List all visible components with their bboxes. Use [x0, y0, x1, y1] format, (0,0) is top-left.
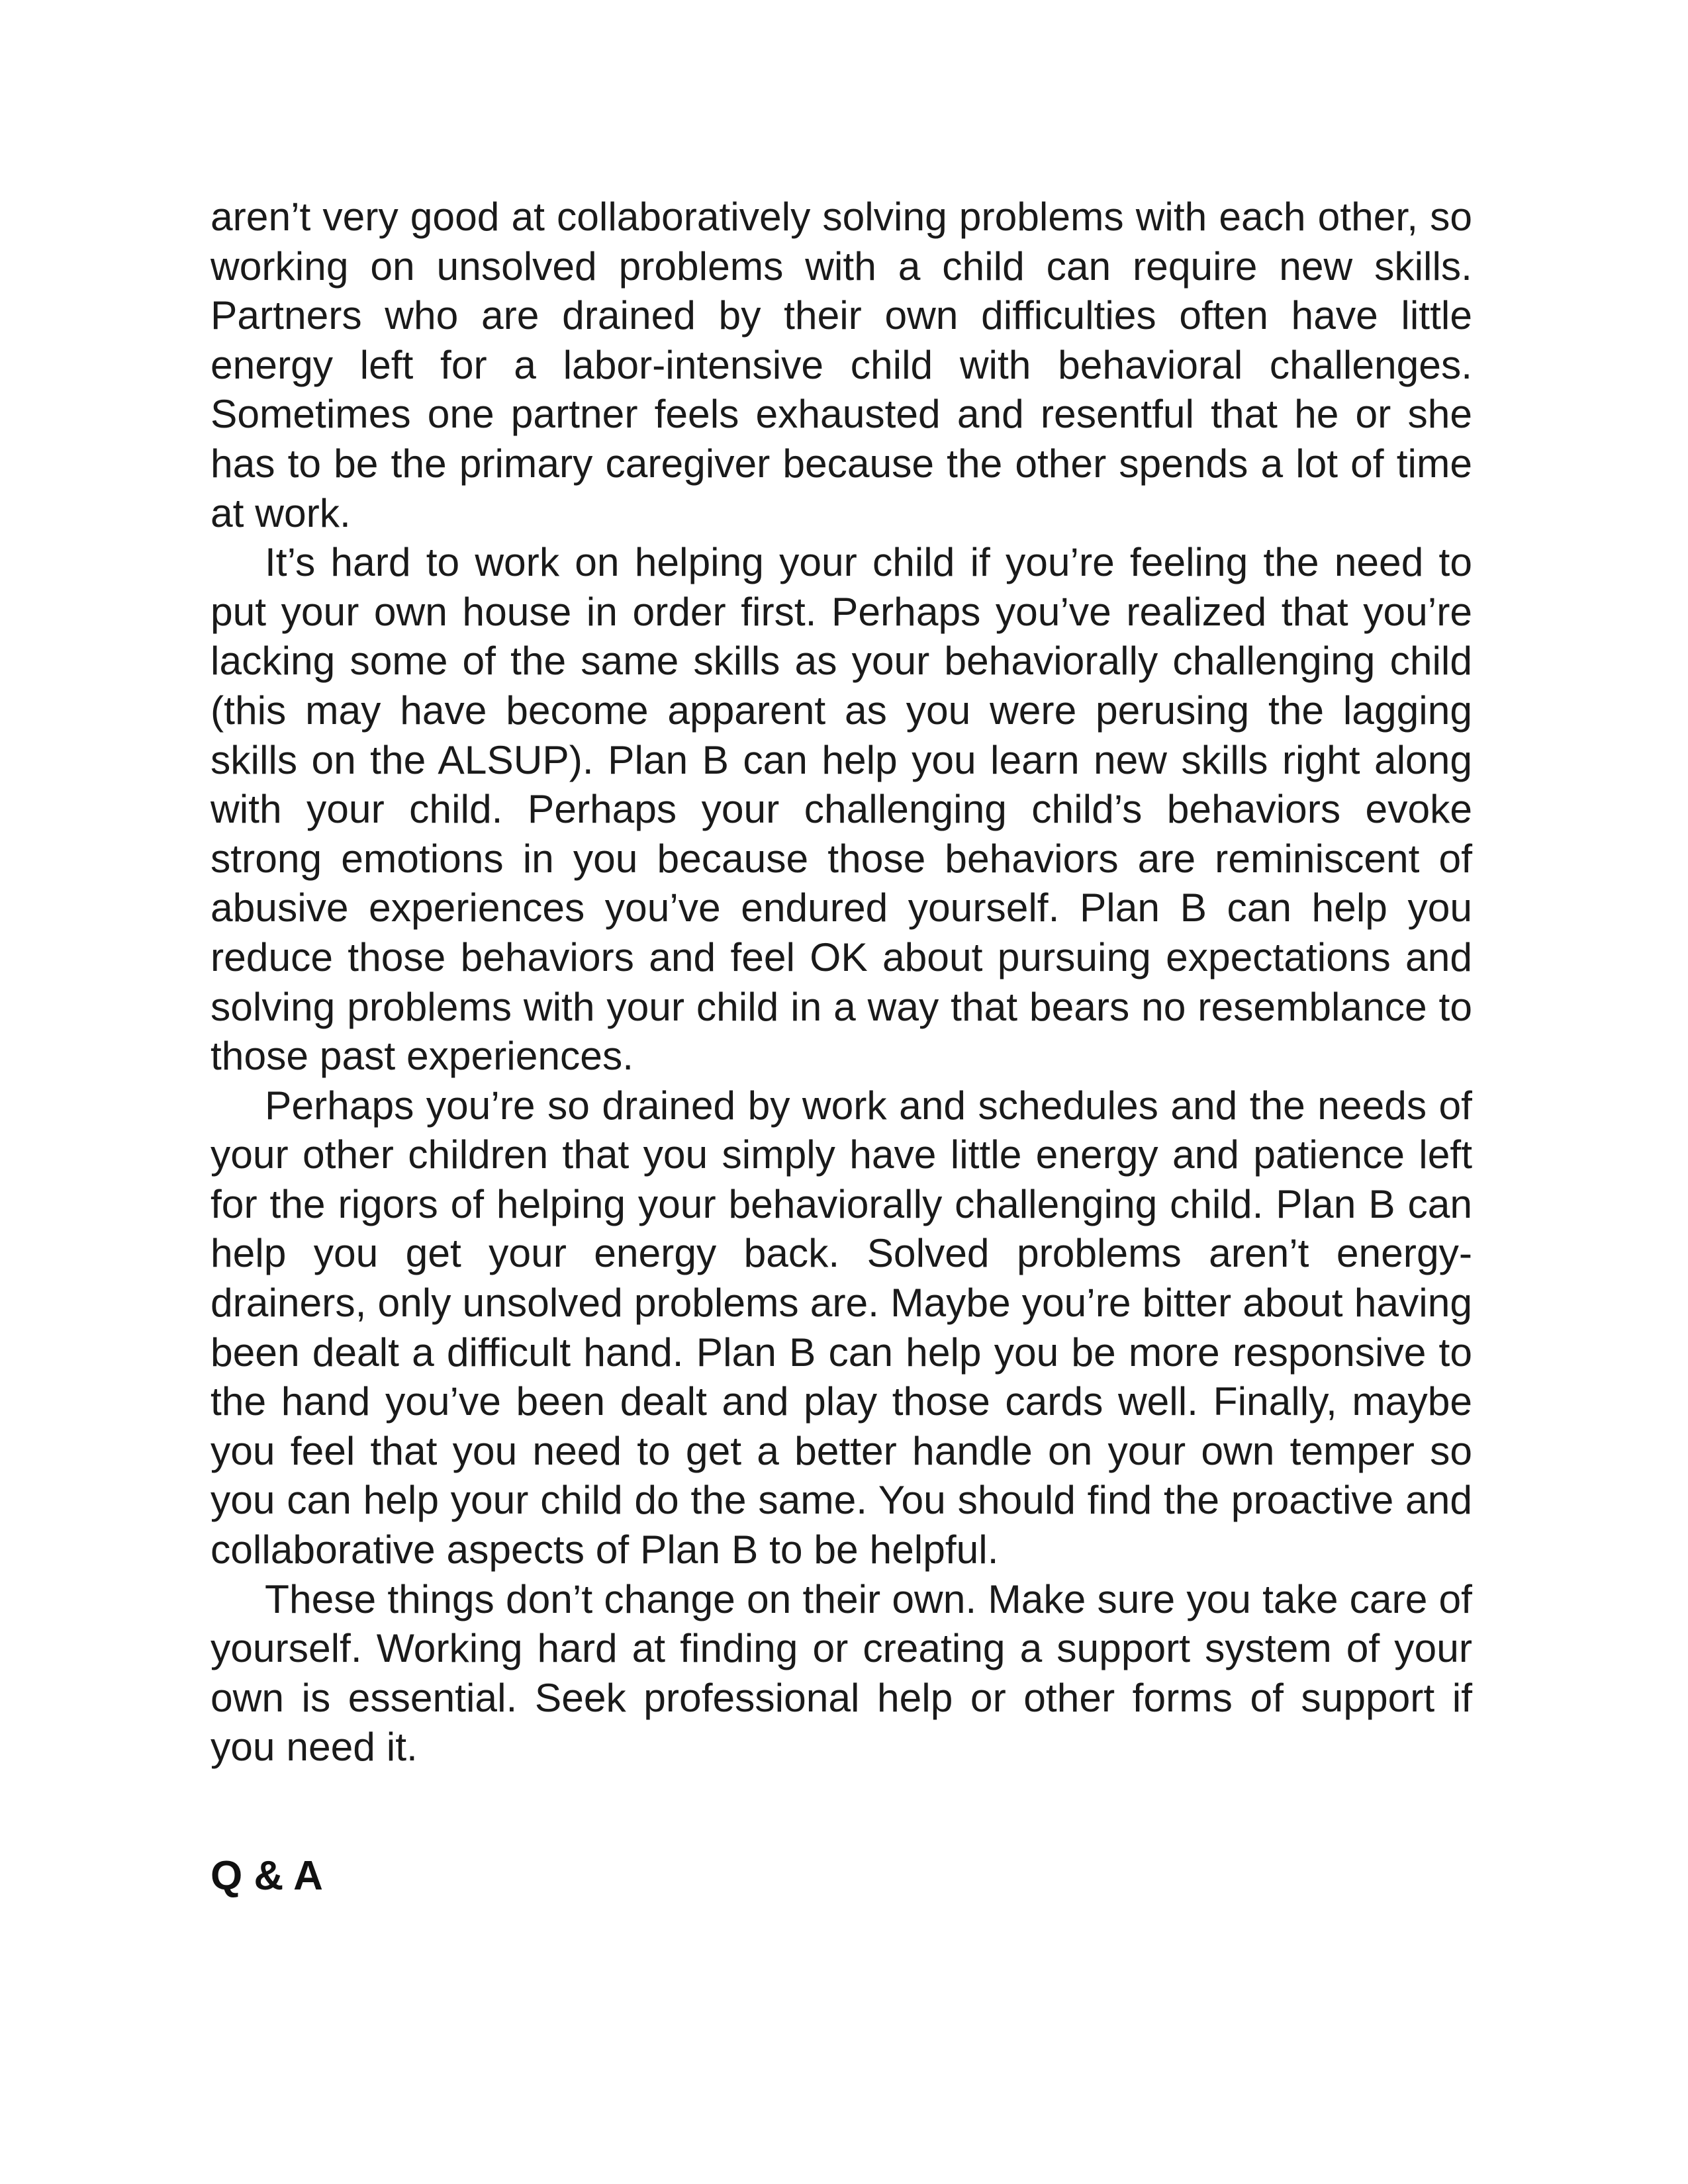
- document-body: [211, 192, 1472, 1772]
- paragraph-support: These things don’t change on their own. Make sure you take care of yourself. Working hard at finding or creating a support system of your own is essential. Seek professional help or other forms of support if you need it.: [211, 1576, 1472, 1770]
- paragraph-continued: aren’t very good at collaboratively solving problems with each other, so working on unsolved problems with a child can require new skills. Partners who are drained by their own difficulties often have little energy left for a labor-intensive child with behavioral challenges. Sometimes one partner feels exhausted and resentful that he or she has to be the primary caregiver because the other spends a lot of time at work.: [211, 194, 1472, 535]
- section-heading: Q & A: [211, 1853, 323, 1899]
- paragraph-energy: Perhaps you’re so drained by work and schedules and the needs of your other children that you simply have little energy and patience left for the rigors of helping your behaviorally challenging child. Plan B can help you get your energy back. Solved problems aren’t energy-drainers, only unsolved problems are. Maybe you’re bitter about having been dealt a difficult hand. Plan B can help you be more responsive to the hand you’ve been dealt and play those cards well. Finally, maybe you feel that you need to get a better handle on your own temper so you can help your child do the same. You should find the proactive and collaborative aspects of Plan B to be helpful.: [211, 1082, 1472, 1572]
- paragraph-skills: It’s hard to work on helping your child if you’re feeling the need to put your own house in order first. Perhaps you’ve realized that you’re lacking some of the same skills as your behaviorally challenging child (this may have become apparent as you were perusing the lagging skills on the ALSUP). Plan B can help you learn new skills right along with your child. Perhaps your challenging child’s behaviors evoke strong emotions in you because those behaviors are reminiscent of abusive experiences you’ve endured yourself. Plan B can help you reduce those behaviors and feel OK about pursuing expectations and solving problems with your child in a way that bears no resemblance to those past experiences.: [211, 539, 1472, 1079]
